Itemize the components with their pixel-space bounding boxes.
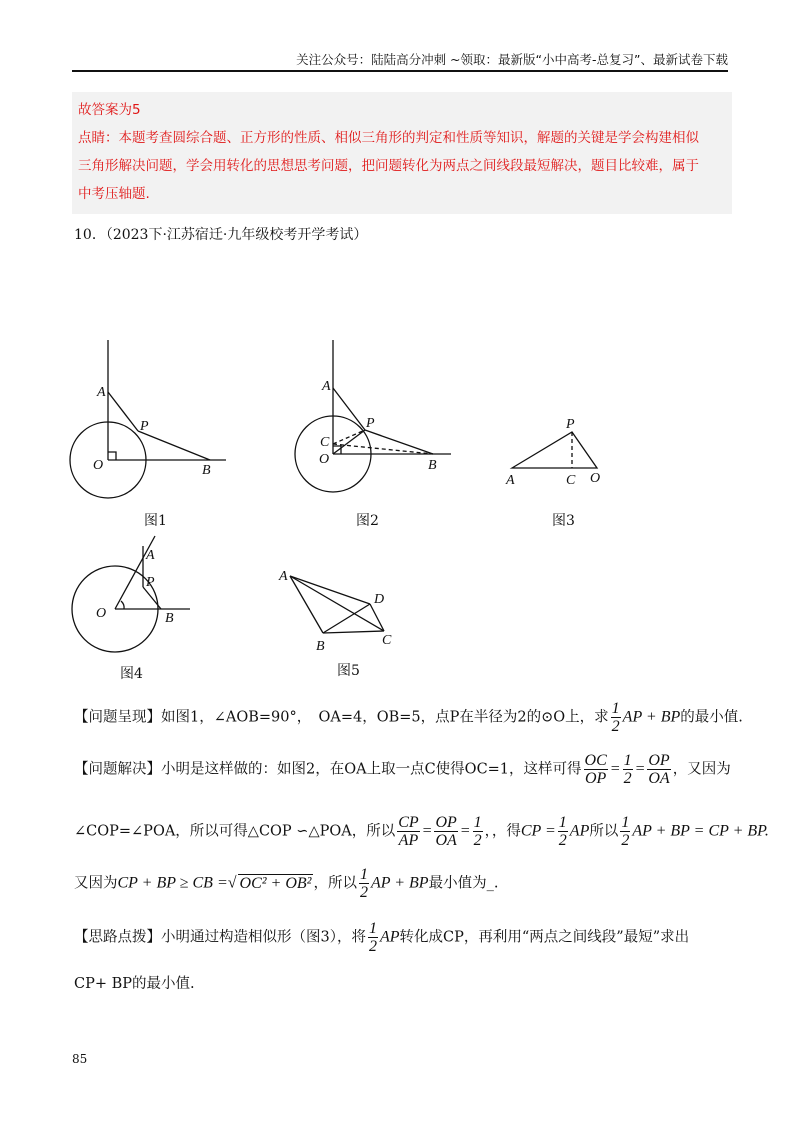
paragraph-hint: 【思路点拨】小明通过构造相似形（图3），将 $\frac{1}{2}$ AP转化成CP，再利用“两点之间线段”最短”求出 (74, 920, 690, 955)
fig5-label-a: A (279, 569, 288, 584)
fig1-label-a: A (97, 385, 106, 400)
solution-text: 小明是这样做的：如图2，在OA上取一点C使得OC=1，这样可得 (161, 761, 582, 778)
figure-5 (290, 576, 384, 633)
paragraph-problem (74, 700, 743, 735)
fig5-label-d: D (374, 592, 385, 607)
page-header: 关注公众号：陆陆高分冲刺 ~领取：最新版“小中高考-总复习”、最新试卷下载 (296, 52, 728, 67)
comment-line: 三角形解决问题，学会用转化的思想思考问题，把问题转化为两点之间线段最短解决，题目比较难，属于 (78, 158, 699, 174)
fraction-cp-ap: $\frac{CP}{AP}$ (398, 814, 419, 849)
fig3-label-p: P (566, 417, 575, 432)
fraction-half: $\frac{1}{2}$ (621, 814, 630, 849)
fig1-label-o: O (93, 458, 104, 473)
fig1-right-angle-mark (108, 452, 116, 460)
fraction-half: $\frac{1}{2}$ (368, 920, 377, 955)
paragraph-solution: 【问题解决】小明是这样做的：如图2，在OA上取一点C使得OC=1，这样可得 $\frac{OC}{OP}$ = $\frac{1}{2}$ = $\frac{OP}{OA}$ ，又因为 (74, 752, 731, 787)
hint-text: 转化成CP，再利用“两点之间线段”最短”求出 (399, 929, 690, 946)
solution-text: ，得 (491, 823, 521, 840)
solution-text: ∠COP=∠POA，所以可得△COP ∽△POA，所以 (74, 823, 396, 840)
answer-line: 故答案为5 (78, 102, 141, 118)
paragraph-inequality: 又因为CP + BP ≥ CB =√ OC² + OB² ，所以 $\frac{1}{2}$ AP + BP最小值为_. (74, 866, 499, 901)
fig5-label-c: C (382, 633, 392, 648)
fig1-label-b: B (202, 463, 211, 478)
paragraph-hint-end: CP+ BP的最小值. (74, 976, 195, 992)
section-tag: 【问题解决】 (74, 761, 161, 778)
solution-text: 又因为 (74, 875, 118, 892)
fig2-label-a: A (322, 379, 331, 394)
fig4-segment-pb (143, 587, 161, 609)
hint-text: 小明通过构造相似形（图3），将 (161, 929, 366, 946)
fraction-half: $\frac{1}{2}$ (623, 752, 632, 787)
fig2-label-o: O (319, 452, 330, 467)
problem-text: 的最小值. (680, 709, 743, 726)
math-expression: AP + BP = CP + BP. (632, 822, 769, 840)
fig2-label-b: B (428, 458, 437, 473)
math-expression: AP + BP (370, 874, 429, 892)
problem-text: 如图1，∠AOB=90°， OA=4，OB=5，点P在半径为2的⊙O上，求 (161, 709, 609, 726)
fig2-segment-ap (333, 388, 365, 430)
fig4-label-b: B (165, 611, 174, 626)
fig5-segment-ab (290, 576, 323, 633)
fraction-half: $\frac{1}{2}$ (611, 700, 620, 735)
fig2-label-c: C (320, 435, 330, 450)
fig3-label-a: A (506, 473, 515, 488)
fig2-label-p: P (366, 416, 375, 431)
figure-3 (512, 432, 597, 468)
fig2-segment-op (333, 430, 365, 454)
solution-text: 所以 (589, 823, 619, 840)
fraction-oc-op: $\frac{OC}{OP}$ (584, 752, 607, 787)
fig1-label-p: P (140, 419, 149, 434)
math-inequality: CP + BP ≥ CB = (117, 874, 228, 892)
caption-fig1: 图1 (144, 513, 167, 529)
fig4-angle-arc (121, 601, 124, 609)
comment-line: 中考压轴题. (78, 186, 150, 202)
fig3-triangle (512, 432, 597, 468)
figure-4 (72, 536, 190, 652)
fig4-ray-oa (115, 536, 155, 609)
fig4-label-o: O (96, 606, 107, 621)
fig4-label-p: P (146, 575, 155, 590)
section-tag: 【问题呈现】 (74, 709, 161, 726)
math-expression: AP + BP (622, 708, 681, 726)
caption-fig3: 图3 (552, 513, 575, 529)
fig5-label-b: B (316, 639, 325, 654)
caption-fig2: 图2 (356, 513, 379, 529)
fraction-half: $\frac{1}{2}$ (473, 814, 482, 849)
fraction-op-oa: $\frac{OP}{OA}$ (435, 814, 457, 849)
fig3-label-o: O (590, 471, 601, 486)
question-header: 10．（2023下·江苏宿迁·九年级校考开学考试） (74, 227, 368, 243)
comment-line: 点睛：本题考查圆综合题、正方形的性质、相似三角形的判定和性质等知识，解题的关键是学会构建相似 (78, 130, 699, 146)
fig1-segment-pb (138, 431, 210, 460)
fig5-segment-bc (323, 631, 384, 633)
fraction-half: $\frac{1}{2}$ (359, 866, 368, 901)
fraction-op-oa: $\frac{OP}{OA}$ (648, 752, 670, 787)
math-sqrt: OC² + OB² (239, 874, 312, 892)
section-tag: 【思路点拨】 (74, 929, 161, 946)
solution-text: ，所以 (313, 875, 357, 892)
paragraph-solution-cont: ∠COP=∠POA，所以可得△COP ∽△POA，所以 $\frac{CP}{AP}$ = $\frac{OP}{OA}$ = $\frac{1}{2}$ ，，得CP = $\frac{1}{2}$ AP所以 $\frac{1}{2}$ AP + BP = CP + BP. (74, 814, 769, 849)
page-number: 85 (72, 1052, 88, 1066)
fraction-half: $\frac{1}{2}$ (558, 814, 567, 849)
answer-blank: 最小值为_. (428, 875, 499, 892)
caption-fig4: 图4 (120, 666, 143, 682)
solution-text: ，又因为 (672, 761, 731, 778)
caption-fig5: 图5 (337, 663, 360, 679)
fig3-label-c: C (566, 473, 576, 488)
fig4-label-a: A (146, 548, 155, 563)
